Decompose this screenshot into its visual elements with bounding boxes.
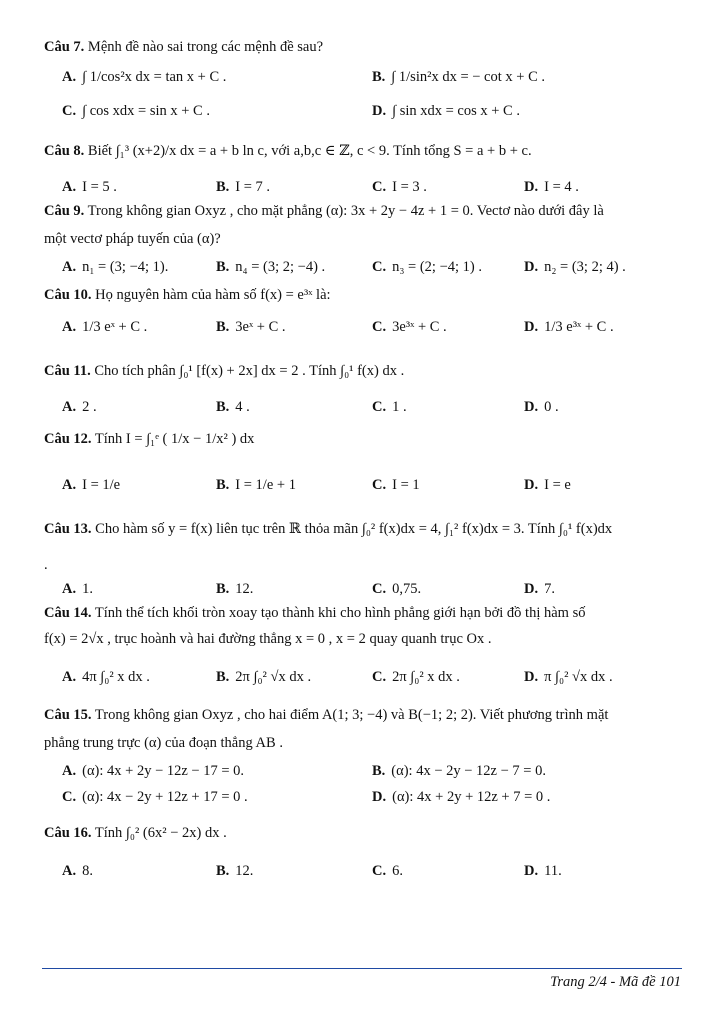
question-text: Trong không gian Oxyz , cho hai điểm A(1; 3; −4) và B(−1; 2; 2). Viết phương trình mặt bbox=[94, 707, 609, 723]
question-11 bbox=[44, 362, 404, 380]
question-7 bbox=[44, 38, 323, 56]
question-text: Mệnh đề nào sai trong các mệnh đề sau? bbox=[87, 39, 324, 55]
question-text: Tính ∫₀² (6x² − 2x) dx . bbox=[94, 825, 227, 841]
option-c[interactable]: C. 3e³ˣ + C . bbox=[372, 319, 447, 335]
option-a[interactable]: A. 2 . bbox=[62, 399, 97, 415]
question-text-continued: một vectơ pháp tuyến của (α)? bbox=[44, 231, 221, 247]
question-text: Biết ∫₁³ (x+2)/x dx = a + b ln c, với a,b,c ∈ ℤ, c < 9. Tính tổng S = a + b + c. bbox=[87, 143, 532, 159]
question-text: Trong không gian Oxyz , cho mặt phẳng (α): 3x + 2y − 4z + 1 = 0. Vectơ nào dưới đây là bbox=[87, 203, 604, 219]
option-b[interactable]: B. I = 1/e + 1 bbox=[216, 477, 296, 493]
question-8 bbox=[44, 142, 532, 160]
option-a[interactable]: A. 8. bbox=[62, 863, 93, 879]
option-b[interactable]: B. 12. bbox=[216, 863, 254, 879]
question-14 bbox=[44, 604, 585, 622]
option-d[interactable]: D. 1/3 e³ˣ + C . bbox=[524, 319, 614, 335]
question-number: Câu 11. bbox=[44, 363, 91, 379]
footer-divider bbox=[42, 968, 682, 969]
option-a[interactable]: A. (α): 4x + 2y − 12z − 17 = 0. bbox=[62, 763, 245, 779]
option-b[interactable]: B. ∫ 1/sin²x dx = − cot x + C . bbox=[372, 69, 545, 85]
question-text: Tính I = ∫₁ᵉ ( 1/x − 1/x² ) dx bbox=[94, 431, 255, 447]
question-number: Câu 16. bbox=[44, 825, 92, 841]
question-text-continued: . bbox=[44, 557, 48, 573]
option-b[interactable]: B. n₄ = (3; 2; −4) . bbox=[216, 259, 326, 275]
question-16 bbox=[44, 824, 227, 842]
option-d[interactable]: D. I = 4 . bbox=[524, 179, 579, 195]
option-c[interactable]: C. n₃ = (2; −4; 1) . bbox=[372, 259, 482, 275]
option-c[interactable]: C. 2π ∫₀² x dx . bbox=[372, 669, 460, 685]
option-c[interactable]: C. I = 1 bbox=[372, 477, 420, 493]
option-d[interactable]: D. 11. bbox=[524, 863, 562, 879]
page-footer: Trang 2/4 - Mã đề 101 bbox=[550, 974, 681, 990]
option-c[interactable]: C. ∫ cos xdx = sin x + C . bbox=[62, 103, 210, 119]
question-12 bbox=[44, 430, 254, 448]
option-b[interactable]: B. 2π ∫₀² √x dx . bbox=[216, 669, 312, 685]
question-number: Câu 14. bbox=[44, 605, 92, 621]
option-d[interactable]: D. n₂ = (3; 2; 4) . bbox=[524, 259, 626, 275]
option-a[interactable]: A. I = 1/e bbox=[62, 477, 121, 493]
question-number: Câu 15. bbox=[44, 707, 92, 723]
option-b[interactable]: B. 12. bbox=[216, 581, 254, 597]
option-d[interactable]: D. (α): 4x + 2y + 12z + 7 = 0 . bbox=[372, 789, 551, 805]
question-text: Cho hàm số y = f(x) liên tục trên ℝ thỏa mãn ∫₀² f(x)dx = 4, ∫₁² f(x)dx = 3. Tính ∫₀¹ f(x)dx bbox=[95, 521, 613, 537]
option-d[interactable]: D. ∫ sin xdx = cos x + C . bbox=[372, 103, 520, 119]
option-d[interactable]: D. 7. bbox=[524, 581, 555, 597]
option-b[interactable]: B. I = 7 . bbox=[216, 179, 271, 195]
question-15 bbox=[44, 706, 608, 724]
option-a[interactable]: A. 4π ∫₀² x dx . bbox=[62, 669, 150, 685]
option-b[interactable]: B. 3eˣ + C . bbox=[216, 319, 286, 335]
option-c[interactable]: C. 1 . bbox=[372, 399, 407, 415]
option-c[interactable]: C. I = 3 . bbox=[372, 179, 427, 195]
question-text: Tính thể tích khối tròn xoay tạo thành khi cho hình phẳng giới hạn bởi đồ thị hàm số bbox=[94, 605, 586, 621]
question-text: Cho tích phân ∫₀¹ [f(x) + 2x] dx = 2 . Tính ∫₀¹ f(x) dx . bbox=[94, 363, 405, 379]
question-number: Câu 10. bbox=[44, 287, 92, 303]
option-a[interactable]: A. n₁ = (3; −4; 1). bbox=[62, 259, 169, 275]
question-10 bbox=[44, 286, 331, 304]
question-number: Câu 13. bbox=[44, 521, 92, 537]
option-b[interactable]: B. (α): 4x − 2y − 12z − 7 = 0. bbox=[372, 763, 546, 779]
option-d[interactable]: D. I = e bbox=[524, 477, 571, 493]
question-text-continued: f(x) = 2√x , trục hoành và hai đường thẳng x = 0 , x = 2 quay quanh trục Ox . bbox=[44, 631, 492, 647]
question-number: Câu 12. bbox=[44, 431, 92, 447]
question-number: Câu 8. bbox=[44, 143, 85, 159]
option-a[interactable]: A. 1/3 eˣ + C . bbox=[62, 319, 148, 335]
option-a[interactable]: A. 1. bbox=[62, 581, 93, 597]
question-text: Họ nguyên hàm của hàm số f(x) = e³ˣ là: bbox=[95, 287, 331, 303]
option-d[interactable]: D. π ∫₀² √x dx . bbox=[524, 669, 613, 685]
option-b[interactable]: B. 4 . bbox=[216, 399, 250, 415]
option-a[interactable]: A. I = 5 . bbox=[62, 179, 117, 195]
question-number: Câu 7. bbox=[44, 39, 85, 55]
question-9 bbox=[44, 202, 604, 220]
option-c[interactable]: C. (α): 4x − 2y + 12z + 17 = 0 . bbox=[62, 789, 248, 805]
option-a[interactable]: A. ∫ 1/cos²x dx = tan x + C . bbox=[62, 69, 227, 85]
option-c[interactable]: C. 0,75. bbox=[372, 581, 422, 597]
question-13 bbox=[44, 520, 612, 538]
option-c[interactable]: C. 6. bbox=[372, 863, 403, 879]
option-d[interactable]: D. 0 . bbox=[524, 399, 559, 415]
question-text-continued: phẳng trung trực (α) của đoạn thẳng AB . bbox=[44, 735, 283, 751]
question-number: Câu 9. bbox=[44, 203, 85, 219]
